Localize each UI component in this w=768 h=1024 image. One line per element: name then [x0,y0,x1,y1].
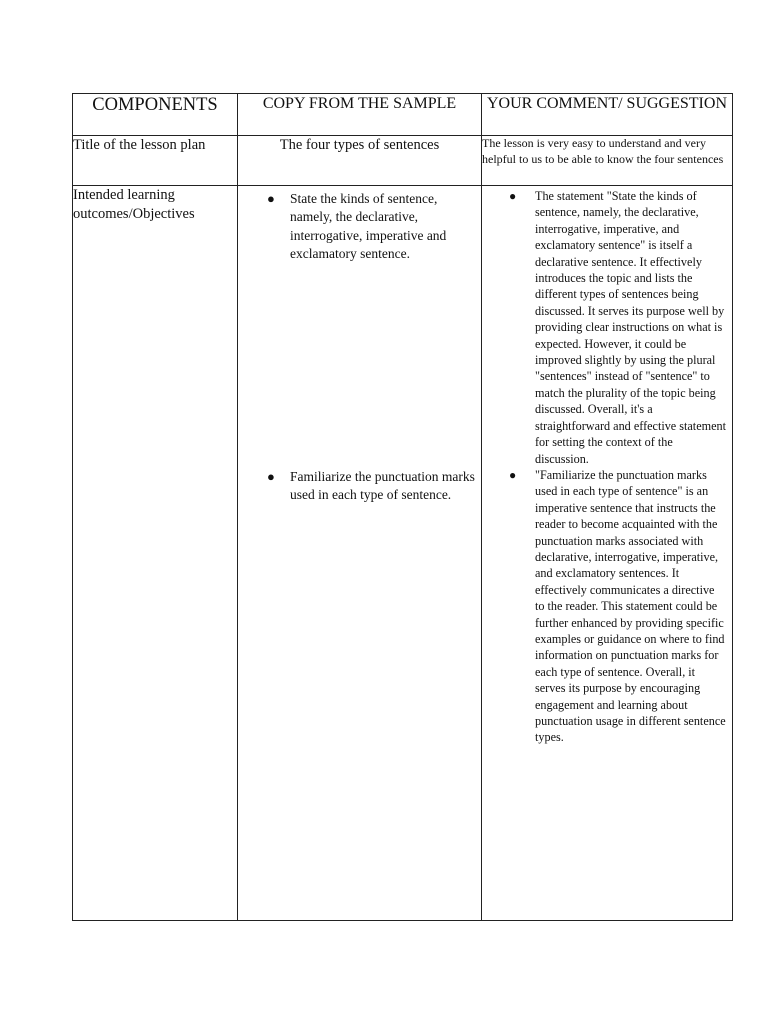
comment-list [482,188,732,746]
title-row-label: Title of the lesson plan [73,136,238,186]
objectives-row-comment [482,186,733,921]
sample-objectives-list [238,190,481,505]
bullet-icon: ● [509,189,517,203]
table-row [73,136,733,186]
header-comment-suggestion: YOUR COMMENT/ SUGGESTION [482,94,733,136]
lesson-plan-table [72,93,733,921]
objectives-row-label: Intended learning outcomes/Objectives [73,186,238,921]
header-copy-from-sample: COPY FROM THE SAMPLE [238,94,482,136]
objectives-row-sample [238,186,482,921]
table-row [73,186,733,921]
list-item [238,468,481,505]
list-item [482,467,732,746]
header-components: COMPONENTS [73,94,238,136]
bullet-icon: ● [267,191,275,206]
list-item [238,190,481,263]
bullet-icon: ● [509,467,517,482]
comment-text: "Familiarize the punctuation marks used in each type of sentence" is an imperative sentence that instructs the reader to become acquainted with the punctuation marks associated with declarative, interrogative, imperative, and exclamatory sentences. It effectively communicates a directive to the reader. This statement could be further enhanced by providing specific examples or guidance on where to find information on punctuation marks for each type of sentence. Overall, it serves its purpose by encouraging engagement and learning about punctuation usage in different sentence types. [535,467,726,745]
comment-text: The statement "State the kinds of sentence, namely, the declarative, interrogative, imperative, and exclamatory sentence" is itself a declarative sentence. It effectively introduces the topic and lists the different types of sentences being discussed. It serves its purpose well by providing clear instructions on what is expected. However, it could be improved slightly by using the plural "sentences" instead of "sentence" to match the plurality of the topic being discussed. Overall, it's a straightforward and effective statement for setting the context of the discussion. [535,189,726,466]
bullet-icon: ● [267,469,275,485]
sample-objective-text: Familiarize the punctuation marks used in each type of sentence. [290,469,475,503]
title-row-comment: The lesson is very easy to understand and very helpful to us to be able to know the four sentences [482,136,733,186]
sample-objective-text: State the kinds of sentence, namely, the declarative, interrogative, imperative and exclamatory sentence. [290,191,447,261]
title-row-sample: The four types of sentences [238,136,482,186]
table-header-row [73,94,733,136]
list-item [482,188,732,467]
